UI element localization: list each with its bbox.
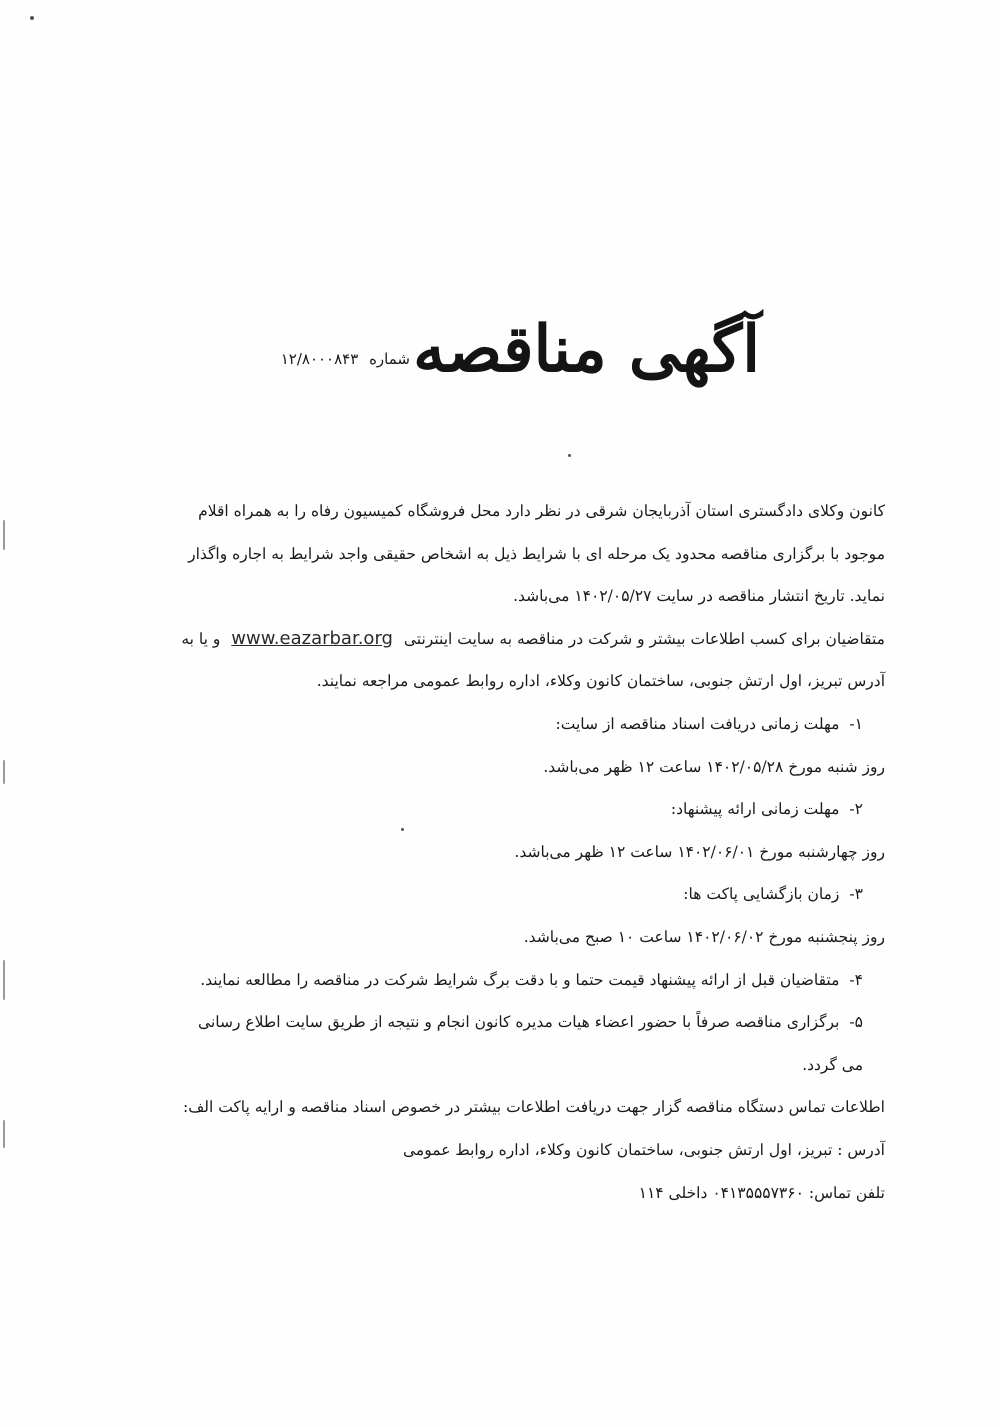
scan-speck bbox=[3, 1120, 5, 1148]
title-row bbox=[200, 305, 780, 405]
contact-address: آدرس : تبریز، اول ارتش جنوبی، ساختمان کانون وکلاء، اداره روابط عمومی bbox=[403, 1140, 885, 1159]
scan-speck bbox=[3, 960, 5, 1000]
scan-speck bbox=[3, 520, 5, 550]
notice-number-label: شماره bbox=[369, 350, 410, 368]
intro-line: موجود با برگزاری مناقصه محدود یک مرحله ای با شرایط ذیل به اشخاص حقیقی واجد شرایط به اجاره واگذار bbox=[188, 544, 885, 563]
contact-heading: اطلاعات تماس دستگاه مناقصه گزار جهت دریافت اطلاعات بیشتر در خصوص اسناد مناقصه و ارایه پاکت الف: bbox=[182, 1098, 885, 1117]
notice-number-value: ۱۲/۸۰۰۰۸۴۳ bbox=[280, 350, 359, 368]
contact-extension: داخلی ۱۱۴ bbox=[638, 1183, 708, 1202]
list-item bbox=[100, 873, 885, 916]
item-heading: مهلت زمانی ارائه پیشنهاد: bbox=[670, 800, 840, 819]
applicants-address: آدرس تبریز، اول ارتش جنوبی، ساختمان کانون وکلاء، اداره روابط عمومی مراجعه نمایند. bbox=[316, 672, 885, 691]
item-number: ۲- bbox=[849, 800, 863, 819]
item-heading: مهلت زمانی دریافت اسناد مناقصه از سایت: bbox=[555, 714, 840, 733]
notice-title: آگهی مناقصه bbox=[413, 312, 760, 387]
applicants-line bbox=[100, 618, 885, 661]
notice-body bbox=[100, 490, 885, 1214]
item-number: ۵- bbox=[849, 1013, 863, 1032]
applicants-text: متقاضیان برای کسب اطلاعات بیشتر و شرکت در مناقصه به سایت اینترنتی bbox=[403, 629, 885, 648]
item-detail: روز شنبه مورخ ۱۴۰۲/۰۵/۲۸ ساعت ۱۲ ظهر می‌باشد. bbox=[543, 757, 885, 776]
intro-line: کانون وکلای دادگستری استان آذربایجان شرقی در نظر دارد محل فروشگاه کمیسیون رفاه را به همراه اقلام bbox=[198, 502, 885, 520]
scan-speck bbox=[30, 16, 34, 20]
item-number: ۱- bbox=[849, 714, 863, 733]
item-detail: روز پنجشنبه مورخ ۱۴۰۲/۰۶/۰۲ ساعت ۱۰ صبح می‌باشد. bbox=[523, 927, 885, 946]
contact-phone-line bbox=[100, 1172, 885, 1215]
list-item bbox=[100, 703, 885, 746]
scan-speck bbox=[568, 454, 571, 457]
list-item bbox=[100, 1001, 885, 1044]
item-continuation: می گردد. bbox=[802, 1055, 863, 1074]
website-link[interactable]: www.eazarbar.org bbox=[231, 627, 393, 649]
item-number: ۴- bbox=[849, 970, 863, 989]
item-heading: برگزاری مناقصه صرفاً با حضور اعضاء هیات مدیره کانون انجام و نتیجه از طریق سایت اطلاع رسانی bbox=[198, 1013, 840, 1032]
item-detail: روز چهارشنبه مورخ ۱۴۰۲/۰۶/۰۱ ساعت ۱۲ ظهر می‌باشد. bbox=[514, 842, 885, 861]
applicants-text-after: و یا به bbox=[181, 629, 221, 648]
contact-phone-number: ۰۴۱۳۵۵۵۷۳۶۰ bbox=[712, 1183, 804, 1202]
list-item bbox=[100, 788, 885, 831]
scan-speck bbox=[3, 760, 5, 784]
item-heading: متقاضیان قبل از ارائه پیشنهاد قیمت حتما و با دقت برگ شرایط شرکت در مناقصه را مطالعه نمایند. bbox=[200, 970, 840, 989]
item-heading: زمان بازگشایی پاکت ها: bbox=[683, 885, 840, 904]
contact-phone-label: تلفن تماس: bbox=[808, 1183, 885, 1202]
item-number: ۳- bbox=[849, 885, 863, 904]
intro-line: نماید. تاریخ انتشار مناقصه در سایت ۱۴۰۲/۰۵/۲۷ می‌باشد. bbox=[513, 587, 885, 606]
list-item bbox=[100, 959, 885, 1002]
notice-number bbox=[281, 347, 410, 371]
